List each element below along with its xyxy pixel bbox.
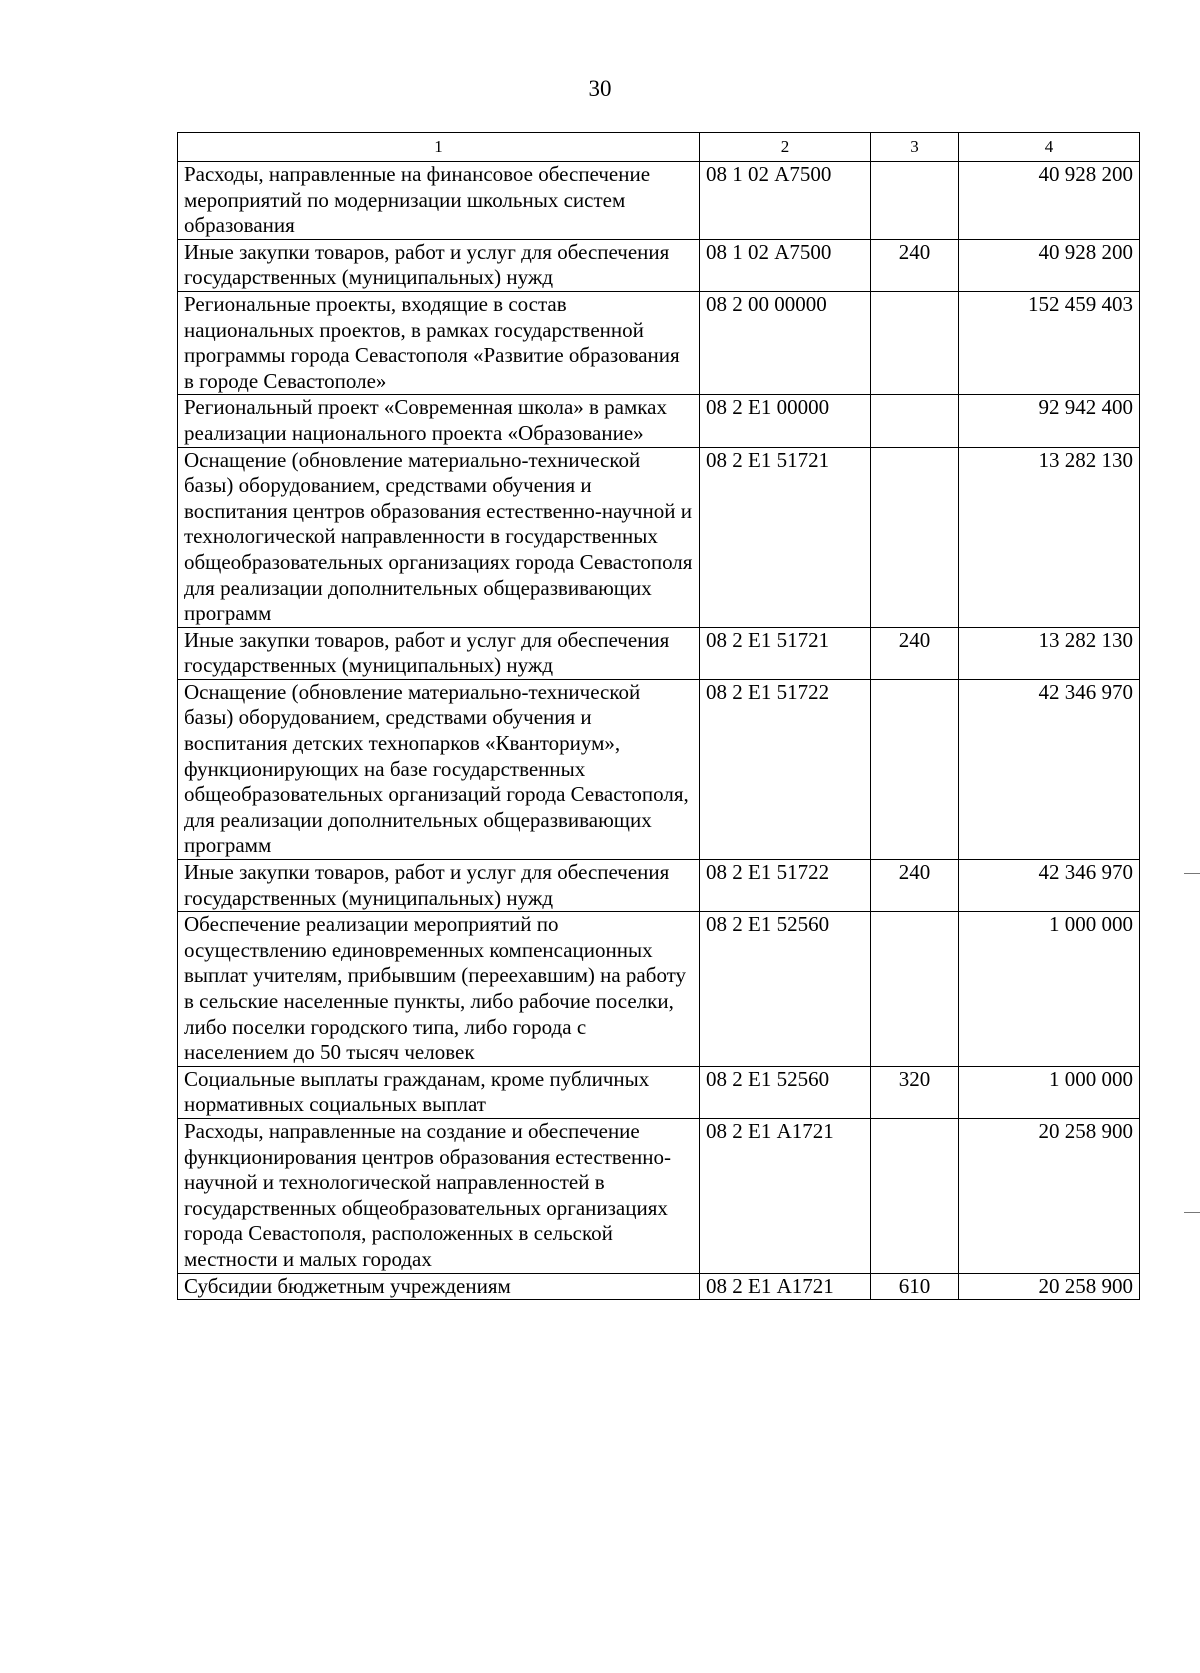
table-row — [178, 291, 1140, 394]
row-code: 08 2 Е1 00000 — [700, 395, 871, 447]
header-row — [178, 133, 1140, 162]
row-type — [871, 1118, 959, 1273]
table-row — [178, 627, 1140, 679]
table-row — [178, 239, 1140, 291]
row-name: Оснащение (обновление материально-технической базы) оборудованием, средствами обучения и воспитания детских технопарков «Кванториум», функционирующих на базе государственных общеобразовательных организаций города Севастополя, для реализации дополнительных общеразвивающих программ — [178, 679, 700, 859]
row-type — [871, 912, 959, 1067]
row-code: 08 2 Е1 51722 — [700, 860, 871, 912]
row-code: 08 2 Е1 52560 — [700, 1066, 871, 1118]
row-amount: 20 258 900 — [959, 1273, 1140, 1300]
row-amount: 13 282 130 — [959, 627, 1140, 679]
row-name: Иные закупки товаров, работ и услуг для обеспечения государственных (муниципальных) нужд — [178, 860, 700, 912]
table-row — [178, 912, 1140, 1067]
row-name: Социальные выплаты гражданам, кроме публичных нормативных социальных выплат — [178, 1066, 700, 1118]
table-row — [178, 1273, 1140, 1300]
row-name: Субсидии бюджетным учреждениям — [178, 1273, 700, 1300]
table-row — [178, 395, 1140, 447]
row-name: Оснащение (обновление материально-технической базы) оборудованием, средствами обучения и воспитания центров образования естественно-научной и технологической направленности в государственных общеобразовательных организациях города Севастополя для реализации дополнительных общеразвивающих программ — [178, 447, 700, 627]
row-name: Расходы, направленные на финансовое обеспечение мероприятий по модернизации школьных систем образования — [178, 162, 700, 240]
row-type: 240 — [871, 239, 959, 291]
scan-margin-mark — [1184, 873, 1200, 874]
budget-table — [177, 132, 1140, 1300]
row-code: 08 1 02 А7500 — [700, 239, 871, 291]
row-type — [871, 291, 959, 394]
table-row — [178, 1118, 1140, 1273]
row-name: Региональный проект «Современная школа» в рамках реализации национального проекта «Образование» — [178, 395, 700, 447]
row-type — [871, 679, 959, 859]
scan-margin-mark — [1184, 1212, 1200, 1213]
row-amount: 20 258 900 — [959, 1118, 1140, 1273]
row-amount: 152 459 403 — [959, 291, 1140, 394]
row-type: 240 — [871, 627, 959, 679]
table-row — [178, 679, 1140, 859]
row-name: Расходы, направленные на создание и обеспечение функционирования центров образования естественно-научной и технологической направленностей в государственных общеобразовательных организациях города Севастополя, расположенных в сельской местности и малых городах — [178, 1118, 700, 1273]
row-code: 08 2 Е1 А1721 — [700, 1118, 871, 1273]
row-code: 08 2 Е1 51721 — [700, 447, 871, 627]
row-amount: 13 282 130 — [959, 447, 1140, 627]
row-name: Иные закупки товаров, работ и услуг для обеспечения государственных (муниципальных) нужд — [178, 239, 700, 291]
row-amount: 40 928 200 — [959, 239, 1140, 291]
header-col-1: 1 — [178, 133, 700, 162]
row-type: 320 — [871, 1066, 959, 1118]
header-col-2: 2 — [700, 133, 871, 162]
row-code: 08 2 Е1 51721 — [700, 627, 871, 679]
table-row — [178, 162, 1140, 240]
header-col-4: 4 — [959, 133, 1140, 162]
row-type: 240 — [871, 860, 959, 912]
row-amount: 42 346 970 — [959, 679, 1140, 859]
row-code: 08 2 Е1 А1721 — [700, 1273, 871, 1300]
table-row — [178, 860, 1140, 912]
row-amount: 92 942 400 — [959, 395, 1140, 447]
row-name: Обеспечение реализации мероприятий по осуществлению единовременных компенсационных выплат учителям, прибывшим (переехавшим) на работу в сельские населенные пункты, либо рабочие поселки, либо поселки городского типа, либо города с населением до 50 тысяч человек — [178, 912, 700, 1067]
row-type: 610 — [871, 1273, 959, 1300]
row-amount: 1 000 000 — [959, 1066, 1140, 1118]
table-row — [178, 447, 1140, 627]
row-type — [871, 162, 959, 240]
row-name: Региональные проекты, входящие в состав национальных проектов, в рамках государственной программы города Севастополя «Развитие образования в городе Севастополе» — [178, 291, 700, 394]
row-code: 08 2 00 00000 — [700, 291, 871, 394]
row-name: Иные закупки товаров, работ и услуг для обеспечения государственных (муниципальных) нужд — [178, 627, 700, 679]
row-amount: 40 928 200 — [959, 162, 1140, 240]
page-number: 30 — [588, 76, 612, 101]
header-col-3: 3 — [871, 133, 959, 162]
table-row — [178, 1066, 1140, 1118]
row-amount: 1 000 000 — [959, 912, 1140, 1067]
row-code: 08 2 Е1 52560 — [700, 912, 871, 1067]
row-code: 08 2 Е1 51722 — [700, 679, 871, 859]
row-type — [871, 395, 959, 447]
row-amount: 42 346 970 — [959, 860, 1140, 912]
row-type — [871, 447, 959, 627]
row-code: 08 1 02 А7500 — [700, 162, 871, 240]
